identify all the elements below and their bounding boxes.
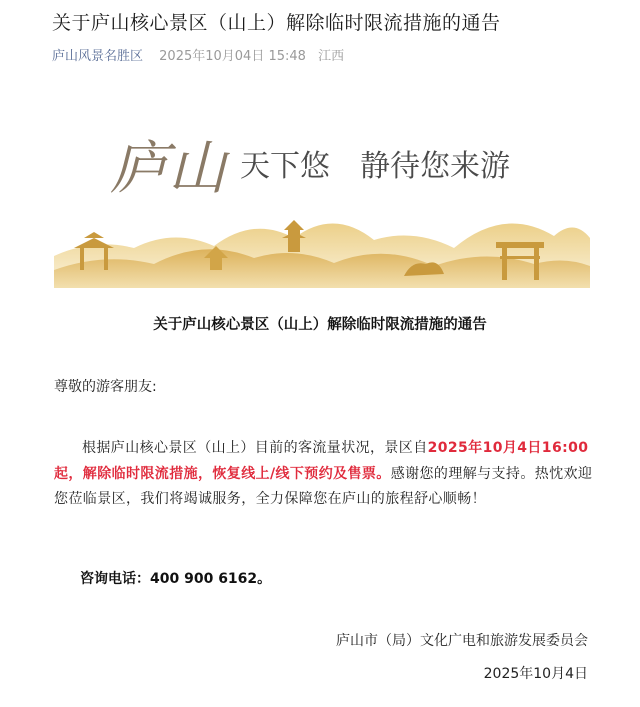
notice-body <box>54 436 594 513</box>
body-highlight: 2025年10月4日16:00起，解除临时限流措施，恢复线上/线下预约及售票。 <box>54 440 589 482</box>
body-text-a: 根据庐山核心景区（山上）目前的客流量状况，景区自 <box>82 440 428 456</box>
article-title: 关于庐山核心景区（山上）解除临时限流措施的通告 <box>52 12 501 34</box>
greeting: 尊敬的游客朋友: <box>54 379 157 395</box>
body-text-b: 感谢您的理解与支持。热忱欢迎您莅临景区，我们将竭诚服务，全力保障您在庐山的旅程舒心顺畅！ <box>54 465 593 507</box>
banner-illustration <box>54 88 590 288</box>
notice-heading: 关于庐山核心景区（山上）解除临时限流措施的通告 <box>153 317 487 333</box>
publish-location: 江西 <box>318 49 345 64</box>
publish-datetime: 2025年10月04日 15:48 <box>159 49 306 64</box>
banner-slogan-2: 静待您来游 <box>360 149 510 184</box>
signature: 庐山市（局）文化广电和旅游发展委员会 <box>336 633 588 649</box>
account-name-link[interactable]: 庐山风景名胜区 <box>52 49 144 64</box>
banner-slogan-1: 天下悠 <box>240 149 330 184</box>
banner-brand-text: 庐山 <box>110 134 227 202</box>
contact-phone: 咨询电话：400 900 6162。 <box>80 571 272 587</box>
signature-date: 2025年10月4日 <box>483 666 588 682</box>
article-meta <box>52 45 344 64</box>
banner-image <box>54 88 590 288</box>
